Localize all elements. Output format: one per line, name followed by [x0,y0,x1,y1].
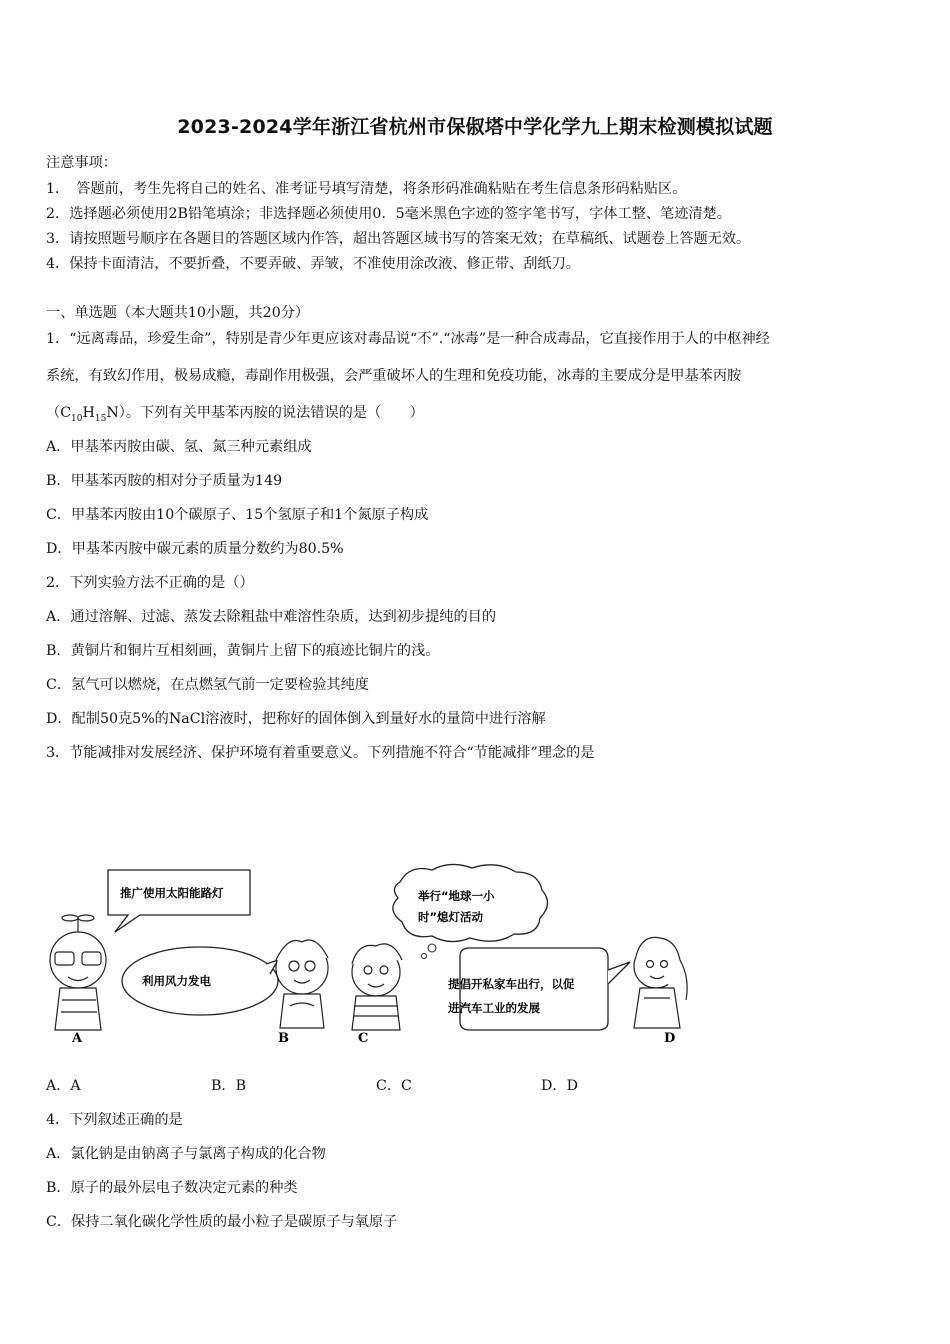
section-heading: 一、单选题（本大题共10小题，共20分） [46,305,310,321]
q2-stem: 2．下列实验方法不正确的是（） [46,575,254,591]
bubble-c-text-2: 时”熄灯活动 [418,910,484,924]
q3-option-b: B．B [211,1078,247,1094]
q3-figure [40,860,720,1050]
q4-option-c: C．保持二氧化碳化学性质的最小粒子是碳原子与氧原子 [46,1214,398,1230]
bubble-d-text-2: 进汽车工业的发展 [448,1001,540,1015]
bubble-c [393,864,548,958]
label-d: D [664,1031,676,1046]
q3-stem: 3．节能减排对发展经济、保护环境有着重要意义。下列措施不符合“节能减排”理念的是 [46,745,595,761]
q1-stem-line3: $(C_{10}H_{15}N)$。下列有关甲基苯丙胺的说法错误的是（ ） [46,405,424,424]
q3-option-a: A．A [46,1078,81,1094]
q2-option-c: C．氢气可以燃烧，在点燃氢气前一定要检验其纯度 [46,677,369,693]
label-c: C [358,1031,369,1046]
notice-item: 4．保持卡面清洁，不要折叠，不要弄破、弄皱，不准使用涂改液、修正带、刮纸刀。 [46,256,580,272]
character-c-icon [352,944,402,1030]
q2-option-d: D．配制50克5%的NaCl溶液时，把称好的固体倒入到量好水的量筒中进行溶解 [46,711,546,727]
bubble-a [108,870,250,932]
q1-option-a: A．甲基苯丙胺由碳、氢、氮三种元素组成 [46,439,312,455]
label-b: B [278,1031,289,1046]
bubble-b-text: 利用风力发电 [142,974,211,988]
q4-option-b: B．原子的最外层电子数决定元素的种类 [46,1180,298,1196]
notice-heading: 注意事项： [46,155,117,171]
notice-item: 1． 答题前，考生先将自己的姓名、准考证号填写清楚，将条形码准确粘贴在考生信息条形码粘贴区。 [46,181,687,197]
bubble-b [122,947,278,1015]
page-title: 2023-2024学年浙江省杭州市保俶塔中学化学九上期末检测模拟试题 [177,116,773,138]
q2-option-a: A．通过溶解、过滤、蒸发去除粗盐中难溶性杂质，达到初步提纯的目的 [46,609,497,625]
q1-option-d: D．甲基苯丙胺中碳元素的质量分数约为80.5% [46,541,344,557]
q1-stem-line1: 1．“远离毒品，珍爱生命”，特别是青少年更应该对毒品说“不”.“冰毒”是一种合成毒品，它直接作用于人的中枢神经 [46,331,770,347]
character-d-icon [634,937,687,1028]
bubble-a-text: 推广使用太阳能路灯 [120,886,224,900]
q3-options [46,1075,578,1095]
q2-option-b: B．黄铜片和铜片互相刻画，黄铜片上留下的痕迹比铜片的浅。 [46,643,440,659]
q4-option-a: A．氯化钠是由钠离子与氯离子构成的化合物 [46,1146,326,1162]
notice-item: 2．选择题必须使用2B铅笔填涂；非选择题必须使用0．5毫米黑色字迹的签字笔书写，字体工整、笔迹清楚。 [46,206,731,222]
q3-illustration [40,860,720,1050]
q3-option-d: D．D [541,1078,578,1094]
q1-stem-line2: 系统，有致幻作用，极易成瘾，毒副作用极强，会严重破坏人的生理和免疫功能，冰毒的主要成分是甲基苯丙胺 [46,368,742,384]
bubble-d [447,948,630,1030]
bubble-d-text-1: 提倡开私家车出行，以促 [448,977,575,991]
label-a: A [72,1031,83,1046]
character-a-icon [50,915,106,1030]
character-b-icon [276,940,328,1028]
bubble-c-text-1: 举行“地球一小 [418,889,495,903]
q1-option-b: B．甲基苯丙胺的相对分子质量为149 [46,473,283,489]
q4-stem: 4．下列叙述正确的是 [46,1112,183,1128]
notice-item: 3．请按照题号顺序在各题目的答题区域内作答，超出答题区域书写的答案无效；在草稿纸、试题卷上答题无效。 [46,231,751,247]
q3-option-c: C．C [376,1078,412,1094]
q1-option-c: C．甲基苯丙胺由10个碳原子、15个氢原子和1个氮原子构成 [46,507,429,523]
